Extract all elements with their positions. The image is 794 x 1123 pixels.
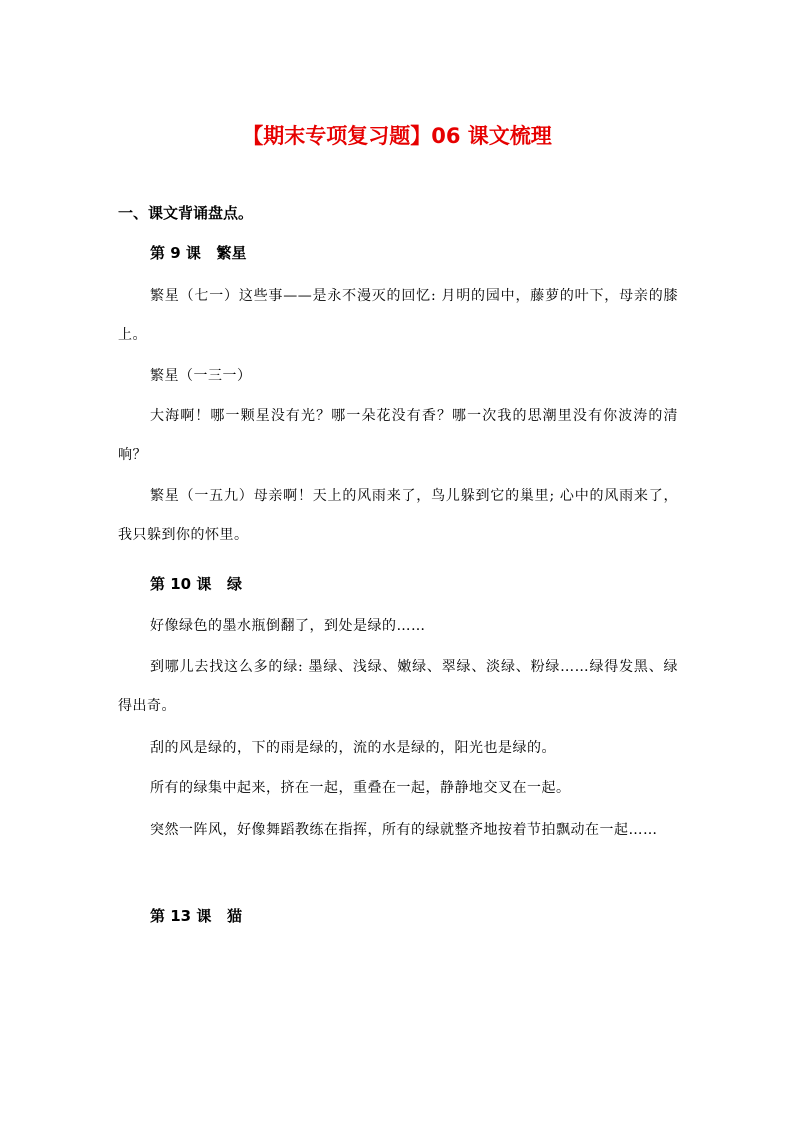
lesson-10-paragraph-4: 所有的绿集中起来，挤在一起，重叠在一起，静静地交叉在一起。 [150, 780, 571, 796]
lesson-10-heading: 第 10 课 绿 [150, 575, 242, 593]
lesson-9-paragraph-3: 大海啊！哪一颗星没有光？哪一朵花没有香？哪一次我的思潮里没有你波涛的清响？ [118, 408, 678, 463]
lesson-10-paragraph-2: 到哪儿去找这么多的绿: 墨绿、浅绿、嫩绿、翠绿、淡绿、粉绿……绿得发黑、绿得出奇。 [118, 659, 678, 714]
lesson-9-paragraph-1: 繁星（七一）这些事——是永不漫灭的回忆: 月明的园中，藤萝的叶下，母亲的膝上。 [118, 288, 678, 343]
page-title: 【期末专项复习题】06 课文梳理 [242, 124, 552, 148]
lesson-10-paragraph-3: 刮的风是绿的，下的雨是绿的，流的水是绿的，阳光也是绿的。 [150, 740, 556, 756]
lesson-10-paragraph-5: 突然一阵风，好像舞蹈教练在指挥，所有的绿就整齐地按着节拍飘动在一起…… [150, 822, 658, 838]
lesson-9-paragraph-2: 繁星（一三一） [150, 368, 252, 384]
lesson-9-paragraph-4: 繁星（一五九）母亲啊！天上的风雨来了，鸟儿躲到它的巢里; 心中的风雨来了，我只躲到你的怀里。 [118, 488, 678, 543]
lesson-10-paragraph-1: 好像绿色的墨水瓶倒翻了，到处是绿的…… [150, 618, 426, 634]
section-heading: 一、课文背诵盘点。 [118, 204, 254, 222]
lesson-9-heading: 第 9 课 繁星 [150, 244, 247, 262]
lesson-13-heading: 第 13 课 猫 [150, 907, 242, 925]
